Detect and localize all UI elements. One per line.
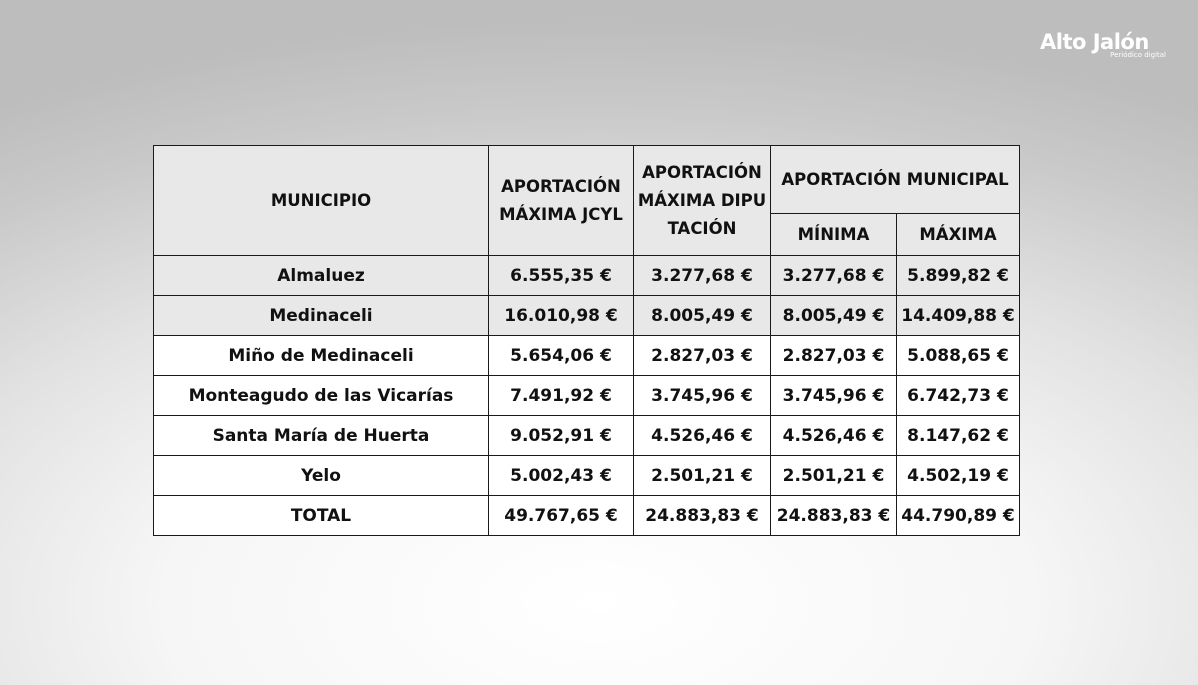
header-municipio: MUNICIPIO (154, 146, 489, 256)
cell-jcyl: 7.491,92 € (489, 376, 634, 416)
cell-maxima: 8.147,62 € (897, 416, 1020, 456)
cell-municipio: Miño de Medinaceli (154, 336, 489, 376)
cell-municipio: Santa María de Huerta (154, 416, 489, 456)
cell-minima: 3.745,96 € (771, 376, 897, 416)
cell-diputacion: 3.745,96 € (634, 376, 771, 416)
header-municipal: APORTACIÓN MUNICIPAL (771, 146, 1020, 214)
cell-diputacion: 2.501,21 € (634, 456, 771, 496)
table-row (154, 296, 1020, 336)
cell-maxima: 5.899,82 € (897, 256, 1020, 296)
header-jcyl: APORTACIÓN MÁXIMA JCYL (489, 146, 634, 256)
cell-minima: 3.277,68 € (771, 256, 897, 296)
brand-logo (1040, 30, 1172, 59)
total-minima: 24.883,83 € (771, 496, 897, 536)
cell-maxima: 5.088,65 € (897, 336, 1020, 376)
total-maxima: 44.790,89 € (897, 496, 1020, 536)
table-row (154, 456, 1020, 496)
header-minima: MÍNIMA (771, 214, 897, 256)
cell-diputacion: 4.526,46 € (634, 416, 771, 456)
cell-minima: 2.501,21 € (771, 456, 897, 496)
cell-municipio: Almaluez (154, 256, 489, 296)
total-row (154, 496, 1020, 536)
table-header-row (154, 146, 1020, 214)
total-label: TOTAL (154, 496, 489, 536)
contributions-table (153, 145, 1020, 536)
header-diputacion: APORTACIÓN MÁXIMA DIPUTACIÓN (634, 146, 771, 256)
cell-maxima: 6.742,73 € (897, 376, 1020, 416)
cell-diputacion: 8.005,49 € (634, 296, 771, 336)
cell-maxima: 14.409,88 € (897, 296, 1020, 336)
table-row (154, 376, 1020, 416)
cell-jcyl: 9.052,91 € (489, 416, 634, 456)
cell-diputacion: 3.277,68 € (634, 256, 771, 296)
table-row (154, 416, 1020, 456)
total-jcyl: 49.767,65 € (489, 496, 634, 536)
logo-title: Alto Jalón (1040, 30, 1149, 54)
logo-subtitle: Periódico digital (1110, 51, 1166, 59)
cell-municipio: Monteagudo de las Vicarías (154, 376, 489, 416)
cell-jcyl: 6.555,35 € (489, 256, 634, 296)
cell-jcyl: 5.654,06 € (489, 336, 634, 376)
cell-minima: 4.526,46 € (771, 416, 897, 456)
cell-maxima: 4.502,19 € (897, 456, 1020, 496)
cell-diputacion: 2.827,03 € (634, 336, 771, 376)
cell-municipio: Yelo (154, 456, 489, 496)
cell-minima: 2.827,03 € (771, 336, 897, 376)
header-maxima: MÁXIMA (897, 214, 1020, 256)
total-diputacion: 24.883,83 € (634, 496, 771, 536)
table-row (154, 256, 1020, 296)
cell-jcyl: 5.002,43 € (489, 456, 634, 496)
cell-municipio: Medinaceli (154, 296, 489, 336)
cell-minima: 8.005,49 € (771, 296, 897, 336)
table-row (154, 336, 1020, 376)
cell-jcyl: 16.010,98 € (489, 296, 634, 336)
